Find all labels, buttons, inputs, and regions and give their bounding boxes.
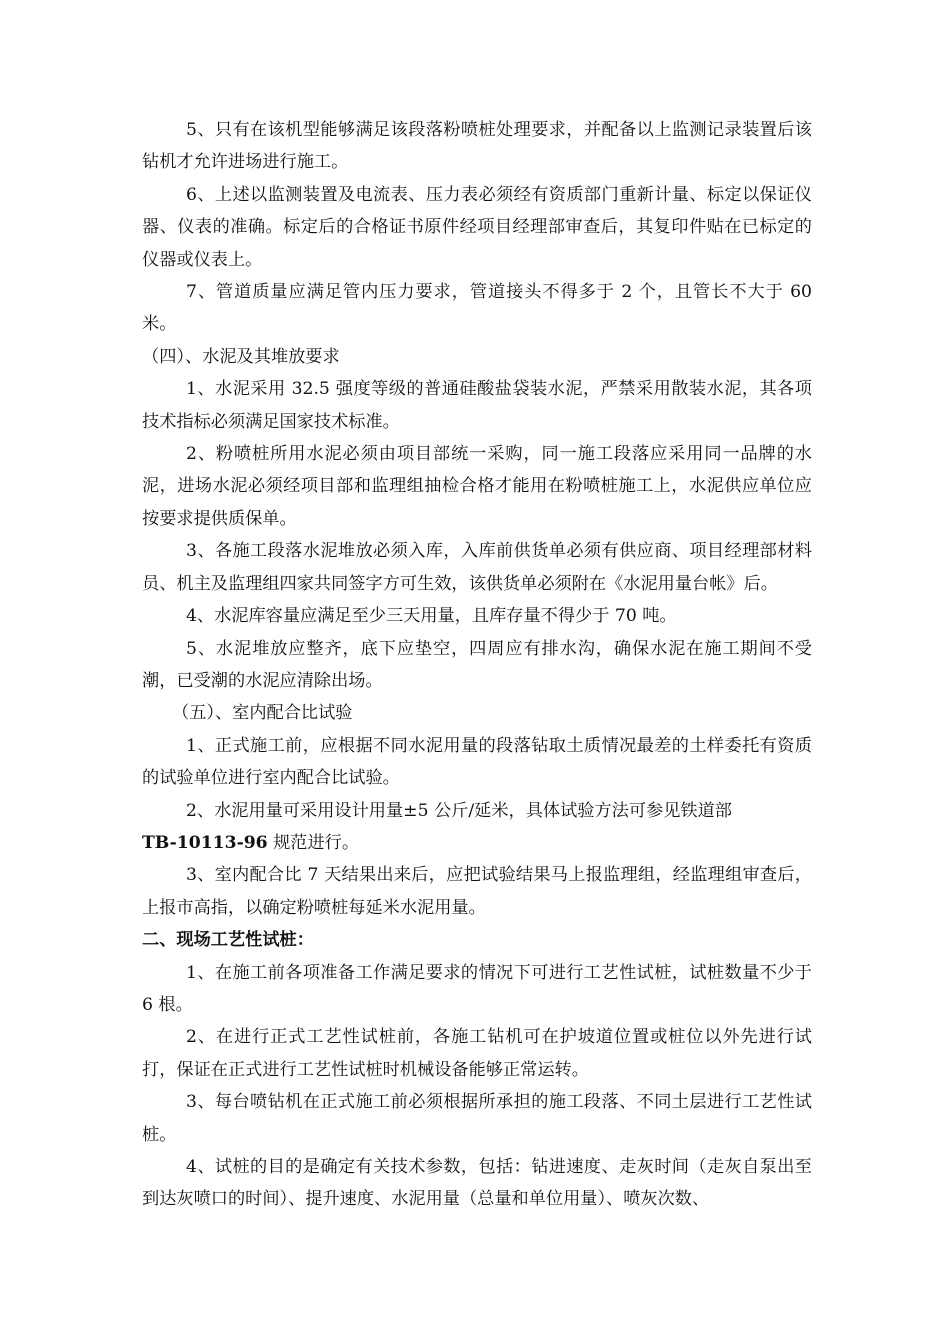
paragraph-item-7-pipeline: 7、管道质量应满足管内压力要求，管道接头不得多于 2 个，且管长不大于 60 米。: [142, 282, 812, 335]
paragraph-cement-4: 4、水泥库容量应满足至少三天用量，且库存量不得少于 70 吨。: [186, 606, 677, 627]
paragraph-cement-5: 5、水泥堆放应整齐，底下应垫空，四周应有排水沟，确保水泥在施工期间不受潮，已受潮的水泥应清除出场。: [142, 638, 812, 691]
paragraph-lab-2-tail: 规范进行。: [267, 832, 360, 853]
paragraph-item-6-calibration: 6、上述以监测装置及电流表、压力表必须经有资质部门重新计量、标定以保证仪器、仪表的准确。标定后的合格证书原件经项目经理部审查后，其复印件贴在已标定的仪器或仪表上。: [142, 184, 812, 270]
section-heading-cement: （四）、水泥及其堆放要求: [142, 346, 340, 367]
paragraph-lab-2: [142, 795, 812, 860]
paragraph-lab-1: 1、正式施工前，应根据不同水泥用量的段落钻取土质情况最差的土样委托有资质的试验单位进行室内配合比试验。: [142, 735, 812, 789]
paragraph-cement-2: 2、粉喷桩所用水泥必须由项目部统一采购，同一施工段落应采用同一品牌的水泥，进场水泥必须经项目部和监理组抽检合格才能用在粉喷桩施工上，水泥供应单位应按要求提供质保单。: [142, 444, 812, 529]
chapter-heading-field-trial: 二、现场工艺性试桩：: [142, 930, 314, 951]
paragraph-item-5-rig-approval: 5、只有在该机型能够满足该段落粉喷桩处理要求，并配备以上监测记录装置后该钻机才允许进场进行施工。: [142, 120, 812, 173]
paragraph-lab-3: 3、室内配合比 7 天结果出来后，应把试验结果马上报监理组，经监理组审查后，上报市高指，以确定粉喷桩每延米水泥用量。: [142, 865, 812, 918]
paragraph-trial-1: 1、在施工前各项准备工作满足要求的情况下可进行工艺性试桩，试桩数量不少于 6 根。: [142, 962, 812, 1015]
paragraph-trial-3: 3、每台喷钻机在正式施工前必须根据所承担的施工段落、不同土层进行工艺性试桩。: [142, 1092, 812, 1145]
standard-code: TB-10113-96: [142, 832, 268, 853]
paragraph-trial-2: 2、在进行正式工艺性试桩前，各施工钻机可在护坡道位置或桩位以外先进行试打，保证在正式进行工艺性试桩时机械设备能够正常运转。: [142, 1027, 812, 1080]
paragraph-trial-4: 4、试桩的目的是确定有关技术参数，包括：钻进速度、走灰时间（走灰自泵出至到达灰喷口的时间）、提升速度、水泥用量（总量和单位用量）、喷灰次数、: [142, 1157, 812, 1210]
section-heading-lab-mix: （五）、室内配合比试验: [172, 703, 353, 724]
paragraph-lab-2-text: 2、水泥用量可采用设计用量±5 公斤/延米，具体试验方法可参见铁道部: [186, 800, 732, 821]
paragraph-cement-3: 3、各施工段落水泥堆放必须入库，入库前供货单必须有供应商、项目经理部材料员、机主及监理组四家共同签字方可生效，该供货单必须附在《水泥用量台帐》后。: [142, 541, 812, 594]
paragraph-cement-1: 1、水泥采用 32.5 强度等级的普通硅酸盐袋装水泥，严禁采用散装水泥，其各项技术指标必须满足国家技术标准。: [142, 379, 812, 432]
